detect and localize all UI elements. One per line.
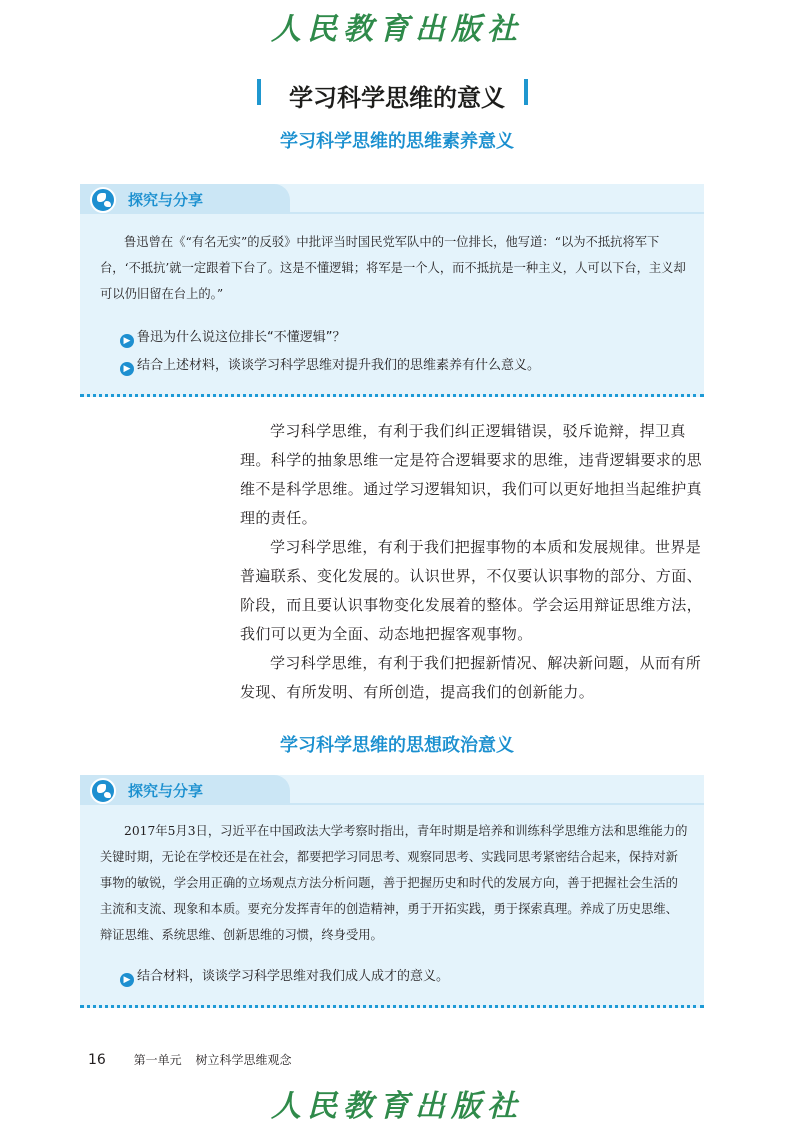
question-item: ▶ 鲁迅为什么说这位排长“不懂逻辑”？ [120, 326, 345, 348]
arrow-right-icon: ▶ [120, 334, 134, 348]
explore-share-box-2 [80, 775, 704, 1008]
explore-quote: 鲁迅曾在《“有名无实”的反驳》中批评当时国民党军队中的一位排长，他写道：“以为不抵抗将军下台，‘不抵抗’就一定跟着下台了。这是不懂逻辑；将军是一个人，而不抵抗是一种主义，人可以下台，主义却可以仍旧留在台上的。” [100, 235, 686, 301]
section-heading-2: 学习科学思维的思想政治意义 [280, 735, 514, 756]
explore-label: 探究与分享 [128, 191, 204, 209]
question-item: ▶ 结合上述材料，谈谈学习科学思维对提升我们的思维素养有什么意义。 [120, 354, 540, 376]
publisher-logo-bottom: 人民教育出版社 [271, 1089, 523, 1124]
body-text [240, 417, 704, 707]
globe-icon [90, 778, 116, 804]
page-title: 学习科学思维的意义 [289, 84, 505, 112]
explore-share-box-1 [80, 184, 704, 397]
question-item: ▶ 结合材料，谈谈学习科学思维对我们成人成才的意义。 [120, 965, 449, 987]
explore-label: 探究与分享 [128, 782, 204, 800]
publisher-logo: 人民教育出版社 [271, 12, 523, 47]
section-heading-1: 学习科学思维的思维素养意义 [280, 131, 514, 152]
unit-title: 树立科学思维观念 [195, 1053, 292, 1067]
arrow-right-icon: ▶ [120, 362, 134, 376]
page-number: 16 [88, 1052, 106, 1068]
explore-quote: 2017年5月3日，习近平在中国政法大学考察时指出，青年时期是培养和训练科学思维方法和思维能力的关键时期，无论在学校还是在社会，都要把学习同思考、观察同思考、实践同思考紧密结合起来，保持对新事物的敏锐，学会用正确的立场观点方法分析问题，善于把握历史和时代的发展方向，善于把握社会生活的主流和支流、现象和本质。要充分发挥青年的创造精神，勇于开拓实践，勇于探索真理。养成了历史思维、辩证思维、系统思维、创新思维的习惯，终身受用。 [100, 824, 688, 942]
explore-tab [80, 775, 704, 805]
page-footer [88, 1051, 292, 1068]
arrow-right-icon: ▶ [120, 973, 134, 987]
paragraph: 学习科学思维，有利于我们把握新情况、解决新问题，从而有所发现、有所发明、有所创造，提高我们的创新能力。 [240, 654, 702, 701]
explore-tab [80, 184, 704, 214]
globe-icon [90, 187, 116, 213]
unit-label: 第一单元 [133, 1053, 182, 1067]
paragraph: 学习科学思维，有利于我们纠正逻辑错误，驳斥诡辩，捍卫真理。科学的抽象思维一定是符合逻辑要求的思维，违背逻辑要求的思维不是科学思维。通过学习逻辑知识，我们可以更好地担当起维护真理的责任。 [240, 422, 703, 527]
paragraph: 学习科学思维，有利于我们把握事物的本质和发展规律。世界是普遍联系、变化发展的。认识世界，不仅要认识事物的部分、方面、阶段，而且要认识事物变化发展着的整体。学会运用辩证思维方法，我们可以更为全面、动态地把握客观事物。 [240, 538, 703, 643]
title-bar-right [524, 79, 528, 105]
